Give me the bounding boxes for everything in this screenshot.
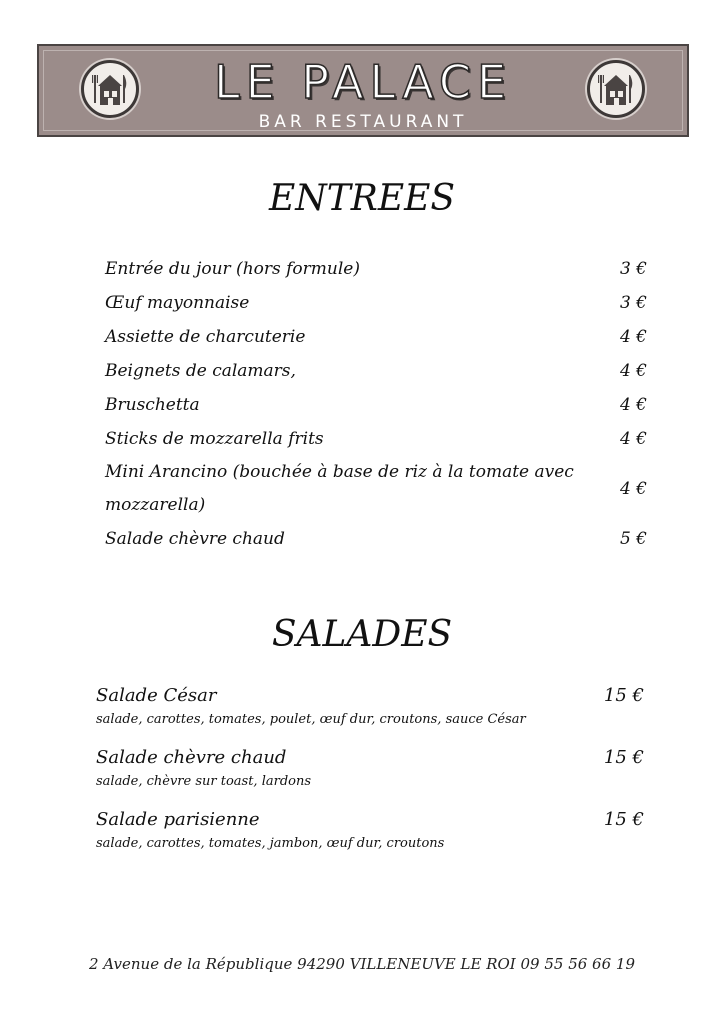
- brand-title: LE PALACE: [213, 55, 513, 109]
- item-description: salade, carottes, tomates, poulet, œuf dur, croutons, sauce César: [96, 712, 526, 727]
- list-item: [105, 422, 653, 456]
- list-item: [105, 354, 653, 388]
- item-price: 4 €: [619, 479, 647, 499]
- list-item: [105, 252, 653, 286]
- salades-list: [96, 683, 648, 869]
- item-price: 15 €: [603, 809, 644, 830]
- list-item: [105, 456, 653, 522]
- item-price: 15 €: [603, 685, 644, 706]
- item-name: Mini Arancino (bouchée à base de riz à la tomate avec mozzarella): [105, 462, 574, 515]
- header-banner: [37, 44, 689, 137]
- entrees-list: [105, 252, 653, 556]
- item-price: 4 €: [619, 361, 647, 381]
- item-price: 3 €: [619, 259, 647, 279]
- item-price: 5 €: [619, 529, 647, 549]
- item-name: Salade parisienne: [96, 809, 260, 830]
- item-price: 15 €: [603, 747, 644, 768]
- item-price: 4 €: [619, 429, 647, 449]
- item-name: Sticks de mozzarella frits: [105, 429, 324, 449]
- item-description: salade, chèvre sur toast, lardons: [96, 774, 312, 789]
- item-price: 4 €: [619, 395, 647, 415]
- list-item: [105, 522, 653, 556]
- list-item: [105, 388, 653, 422]
- list-item: [96, 807, 648, 855]
- item-price: 4 €: [619, 327, 647, 347]
- footer-address: 2 Avenue de la République 94290 VILLENEUVE LE ROI 09 55 56 66 19: [89, 955, 635, 973]
- item-name: Salade César: [96, 685, 217, 706]
- item-name: Bruschetta: [105, 395, 200, 415]
- brand-subtitle: BAR RESTAURANT: [258, 112, 468, 132]
- item-name: Salade chèvre chaud: [105, 529, 285, 549]
- item-name: Salade chèvre chaud: [96, 747, 287, 768]
- house-with-cutlery-icon: [587, 60, 645, 118]
- item-name: Œuf mayonnaise: [105, 293, 250, 313]
- list-item: [96, 683, 648, 731]
- entrees-heading: ENTREES: [268, 178, 456, 219]
- item-name: Assiette de charcuterie: [105, 327, 306, 347]
- salades-heading: SALADES: [271, 614, 453, 655]
- list-item: [96, 745, 648, 793]
- item-name: Beignets de calamars,: [105, 361, 296, 381]
- item-price: 3 €: [619, 293, 647, 313]
- list-item: [105, 286, 653, 320]
- item-name: Entrée du jour (hors formule): [105, 259, 360, 279]
- list-item: [105, 320, 653, 354]
- item-description: salade, carottes, tomates, jambon, œuf dur, croutons: [96, 836, 445, 851]
